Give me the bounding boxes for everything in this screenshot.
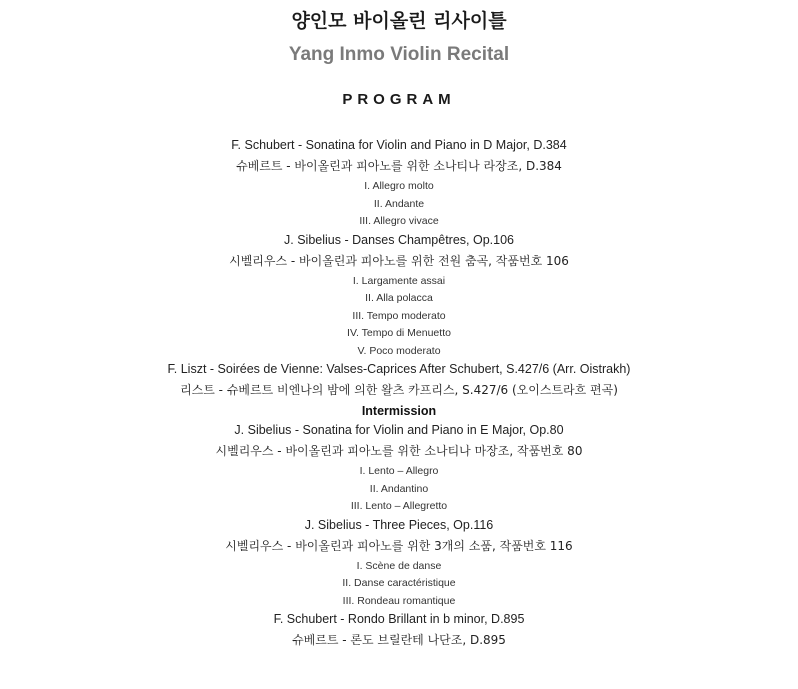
program-work-title-korean: 시벨리우스 - 바이올린과 피아노를 위한 3개의 소품, 작품번호 116 bbox=[225, 538, 573, 553]
program-work-title: J. Sibelius - Three Pieces, Op.116 bbox=[304, 517, 494, 532]
program-work-title: J. Sibelius - Danses Champêtres, Op.106 bbox=[284, 232, 514, 247]
program-work-title-korean: 슈베르트 - 론도 브릴란테 나단조, D.895 bbox=[292, 633, 506, 647]
program-work-title: J. Sibelius - Sonatina for Violin and Piano in E Major, Op.80 bbox=[234, 423, 564, 437]
program-work-title: F. Liszt - Soirées de Vienne: Valses-Caprices After Schubert, S.427/6 (Arr. Oistrakh) bbox=[167, 362, 631, 376]
program-work-title: F. Schubert - Rondo Brillant in b minor, D.895 bbox=[273, 612, 525, 626]
program-movement: II. Andante bbox=[373, 197, 425, 210]
program-movement: III. Allegro vivace bbox=[359, 215, 439, 227]
program-heading: PROGRAM bbox=[342, 91, 456, 108]
program-movement: I. Lento – Allegro bbox=[359, 465, 439, 477]
program-movement: III. Tempo moderato bbox=[352, 309, 446, 322]
intermission-label: Intermission bbox=[361, 404, 437, 418]
program-work-title-korean: 리스트 - 슈베르트 비엔나의 밤에 의한 왈츠 카프리스, S.427/6 (오이스트라흐 편곡) bbox=[180, 383, 618, 397]
program-movement: III. Lento – Allegretto bbox=[350, 500, 448, 512]
page-title-english: Yang Inmo Violin Recital bbox=[288, 44, 510, 65]
program-movement: II. Danse caractéristique bbox=[342, 577, 456, 589]
program-movement: V. Poco moderato bbox=[357, 344, 441, 357]
program-movement: IV. Tempo di Menuetto bbox=[347, 327, 451, 339]
page-title-korean: 양인모 바이올린 리사이틀 bbox=[291, 10, 507, 32]
program-movement: I. Scène de danse bbox=[356, 559, 442, 572]
program-list bbox=[0, 136, 798, 652]
program-movement: III. Rondeau romantique bbox=[342, 594, 456, 607]
program-movement: I. Allegro molto bbox=[364, 180, 434, 192]
program-work-title: F. Schubert - Sonatina for Violin and Piano in D Major, D.384 bbox=[231, 138, 567, 152]
program-movement: I. Largamente assai bbox=[352, 274, 446, 287]
program-movement: II. Alla polacca bbox=[365, 292, 433, 304]
program-movement: II. Andantino bbox=[369, 482, 429, 495]
program-work-title-korean: 슈베르트 - 바이올린과 피아노를 위한 소나티나 라장조, D.384 bbox=[236, 159, 562, 173]
program-work-title-korean: 시벨리우스 - 바이올린과 피아노를 위한 소나티나 마장조, 작품번호 80 bbox=[215, 444, 583, 458]
program-work-title-korean: 시벨리우스 - 바이올린과 피아노를 위한 전원 춤곡, 작품번호 106 bbox=[229, 253, 569, 268]
